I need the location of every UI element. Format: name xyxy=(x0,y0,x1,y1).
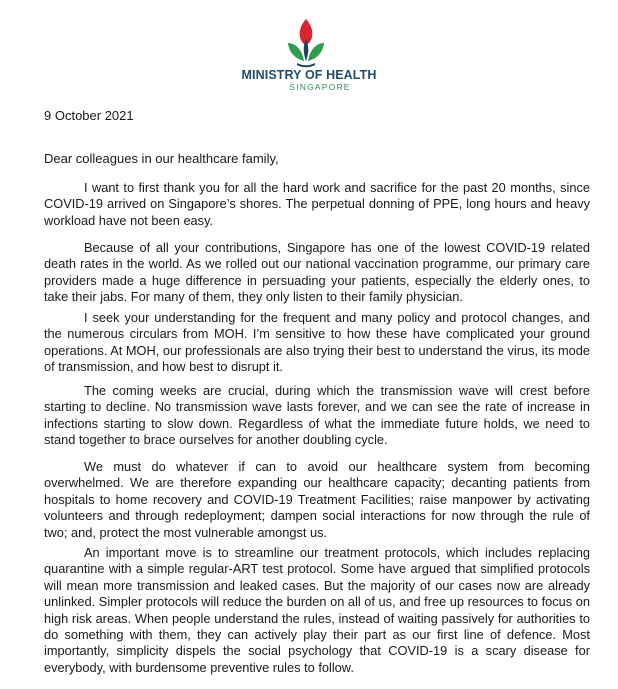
letter-paragraph: An important move is to streamline our treatment protocols, which includes replacing quarantine with a simple regular-ART test protocol. Some have argued that simplified protocols will mean more transmission and leaked cases. But the majority of our cases now are already unlinked. Simpler protocols will reduce the burden on all of us, and free up resources to focus on high risk areas. When people understand the rules, instead of waiting passively for authorities to do something with them, they can actively play their part as our first line of defence. Most importantly, simplicity dispels the social psychology that COVID-19 is a scary disease for everybody, with burdensome preventive rules to follow. xyxy=(44,545,590,675)
letter-salutation: Dear colleagues in our healthcare family, xyxy=(44,151,279,166)
letter-paragraph: I want to first thank you for all the hard work and sacrifice for the past 20 months, since COVID-19 arrived on Singapore’s shores. The perpetual donning of PPE, long hours and heavy workload have not been easy. xyxy=(44,180,590,228)
letter-paragraph: We must do whatever if can to avoid our healthcare system from becoming overwhelmed. We are therefore expanding our healthcare capacity; decanting patients from hospitals to home recovery and COVID-19 Treatment Facilities; raise manpower by activating volunteers and through redeployment; dampen social interactions for now through the rule of two; and, protect the most vulnerable amongst us. xyxy=(44,459,590,540)
letterhead xyxy=(0,0,618,100)
org-name: MINISTRY OF HEALTH xyxy=(241,68,377,82)
letter-paragraph: The coming weeks are crucial, during which the transmission wave will crest before starting to decline. No transmission wave lasts forever, and we can see the rate of increase in infections starting to slow down. Regardless of what the immediate future holds, we need to stand together to brace ourselves for another doubling cycle. xyxy=(44,383,590,448)
moh-emblem-icon xyxy=(283,17,329,69)
org-subtitle: SINGAPORE xyxy=(289,82,351,92)
letter-paragraph: Because of all your contributions, Singapore has one of the lowest COVID-19 related death rates in the world. As we rolled out our national vaccination programme, our primary care providers made a huge difference in persuading your patients, especially the elderly ones, to take their jabs. For many of them, they only listen to their family physician. xyxy=(44,240,590,305)
letter-date: 9 October 2021 xyxy=(44,108,134,123)
letter-paragraph: I seek your understanding for the frequent and many policy and protocol changes, and the numerous circulars from MOH. I’m sensitive to how these have complicated your ground operations. At MOH, our professionals are also trying their best to understand the virus, its mode of transmission, and how best to disrupt it. xyxy=(44,310,590,375)
